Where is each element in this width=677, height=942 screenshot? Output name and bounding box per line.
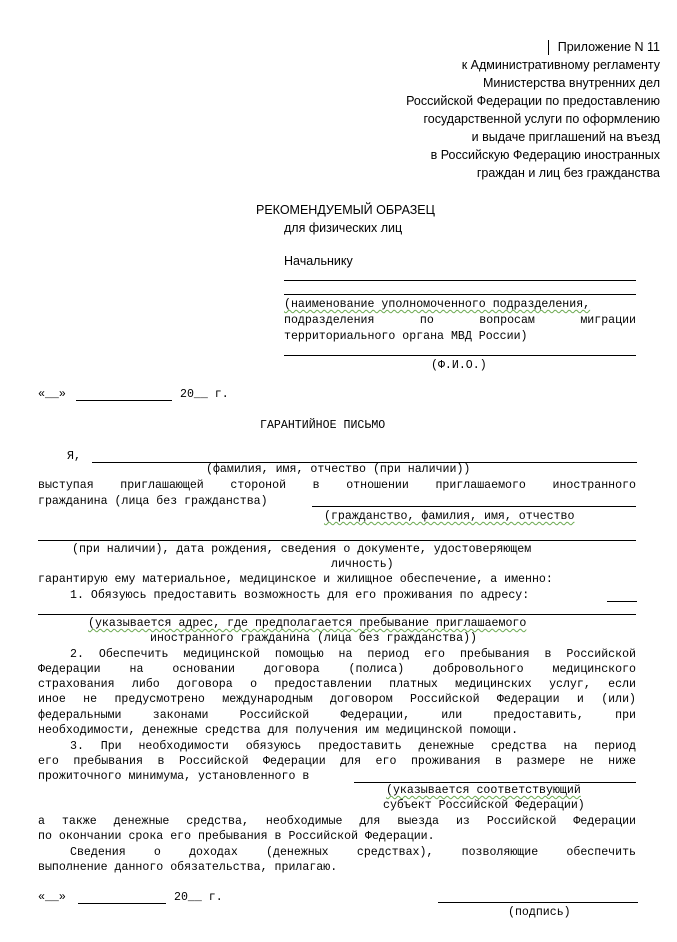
fio-line — [284, 355, 636, 356]
paragraph-2-line: иное не предусмотрено международным договором Российской Федерации и (или) — [38, 693, 636, 706]
body-line: гражданина (лица без гражданства) — [38, 495, 268, 508]
appendix-line: Российской Федерации по предоставлению — [406, 94, 660, 108]
addressee-label: Начальнику — [284, 254, 353, 268]
paragraph-2-line: страхования либо договора о предоставлении платных медицинских услуг, если — [38, 678, 636, 691]
appendix-line: государственной услуги по оформлению — [423, 112, 660, 126]
body-line: выступая приглашающей стороной в отношении приглашаемого иностранного — [38, 479, 636, 492]
citizenship-line — [312, 506, 636, 507]
citizenship-note: (гражданство, фамилия, имя, отчество — [324, 510, 575, 523]
i-label: Я, — [67, 450, 81, 463]
paragraph-4-line: Сведения о доходах (денежных средствах), позволяющие обеспечить — [70, 846, 636, 859]
letter-title: ГАРАНТИЙНОЕ ПИСЬМО — [260, 419, 386, 432]
appendix-line: и выдаче приглашений на въезд — [471, 130, 660, 144]
paragraph-3-line: по окончании срока его пребывания в Российской Федерации. — [38, 830, 435, 843]
body-line: гарантирую ему материальное, медицинское и жилищное обеспечение, а именно: — [38, 573, 553, 586]
date-month-line — [78, 903, 166, 904]
address-line-2 — [38, 614, 636, 615]
appendix-line: Министерства внутренних дел — [483, 76, 660, 90]
addressee-line — [284, 280, 636, 281]
addressee-note-line: территориального органа МВД России) — [284, 330, 528, 343]
appendix-line: к Административному регламенту — [461, 58, 660, 72]
addressee-note-line: (наименование уполномоченного подразделения, — [284, 298, 591, 311]
date-year: 20__ г. — [174, 891, 223, 904]
appendix-line: в Российскую Федерацию иностранных — [430, 148, 660, 162]
paragraph-3-line: а также денежные средства, необходимые для выезда из Российской Федерации — [38, 815, 636, 828]
region-note: (указывается соответствующий — [386, 784, 581, 797]
date-year: 20__ г. — [180, 388, 229, 401]
paragraph-3-line: его пребывания в Российской Федерации для его проживания в размере не ниже — [38, 755, 636, 768]
region-note: субъект Российской Федерации) — [383, 799, 585, 812]
address-note: (указывается адрес, где предполагается пребывание приглашаемого — [88, 617, 527, 630]
address-line — [607, 601, 637, 602]
paragraph-2-line: необходимости, денежные средства для получения им медицинской помощи. — [38, 724, 519, 737]
signature-label: (подпись) — [508, 906, 571, 919]
date-month-line — [76, 400, 172, 401]
paragraph-4-line: выполнение данного обязательства, прилагаю. — [38, 861, 338, 874]
fio-note: (фамилия, имя, отчество (при наличии)) — [206, 463, 471, 476]
date-day: «__» — [38, 388, 66, 401]
paragraph-1: 1. Обязуюсь предоставить возможность для его проживания по адресу: — [70, 589, 530, 602]
body-line: (при наличии), дата рождения, сведения о документе, удостоверяющем — [72, 543, 532, 556]
paragraph-2-line: 2. Обеспечить медицинской помощью на период его пребывания в Российской — [70, 648, 636, 661]
citizenship-line-2 — [38, 540, 636, 541]
sample-subtitle: для физических лиц — [284, 221, 403, 235]
paragraph-2-line: Федерации на основании договора (полиса) добровольного медицинского — [38, 663, 636, 676]
signature-line — [438, 902, 638, 903]
addressee-note-line: подразделения по вопросам миграции — [284, 314, 636, 327]
region-line — [354, 782, 636, 783]
appendix-line: граждан и лиц без гражданства — [476, 166, 660, 180]
text-cursor — [548, 40, 549, 55]
addressee-line — [284, 294, 636, 295]
fio-label: (Ф.И.О.) — [431, 359, 487, 372]
date-day: «__» — [38, 891, 66, 904]
paragraph-2-line: федеральными законами Российской Федерации, или предоставить, при — [38, 709, 636, 722]
address-note: иностранного гражданина (лица без гражданства)) — [150, 632, 477, 645]
body-line: личность) — [331, 558, 394, 571]
appendix-line: Приложение N 11 — [557, 40, 660, 54]
paragraph-3-line: прожиточного минимума, установленного в — [38, 770, 310, 783]
paragraph-3-line: 3. При необходимости обязуюсь предоставить денежные средства на период — [70, 740, 636, 753]
sample-title: РЕКОМЕНДУЕМЫЙ ОБРАЗЕЦ — [256, 203, 435, 217]
